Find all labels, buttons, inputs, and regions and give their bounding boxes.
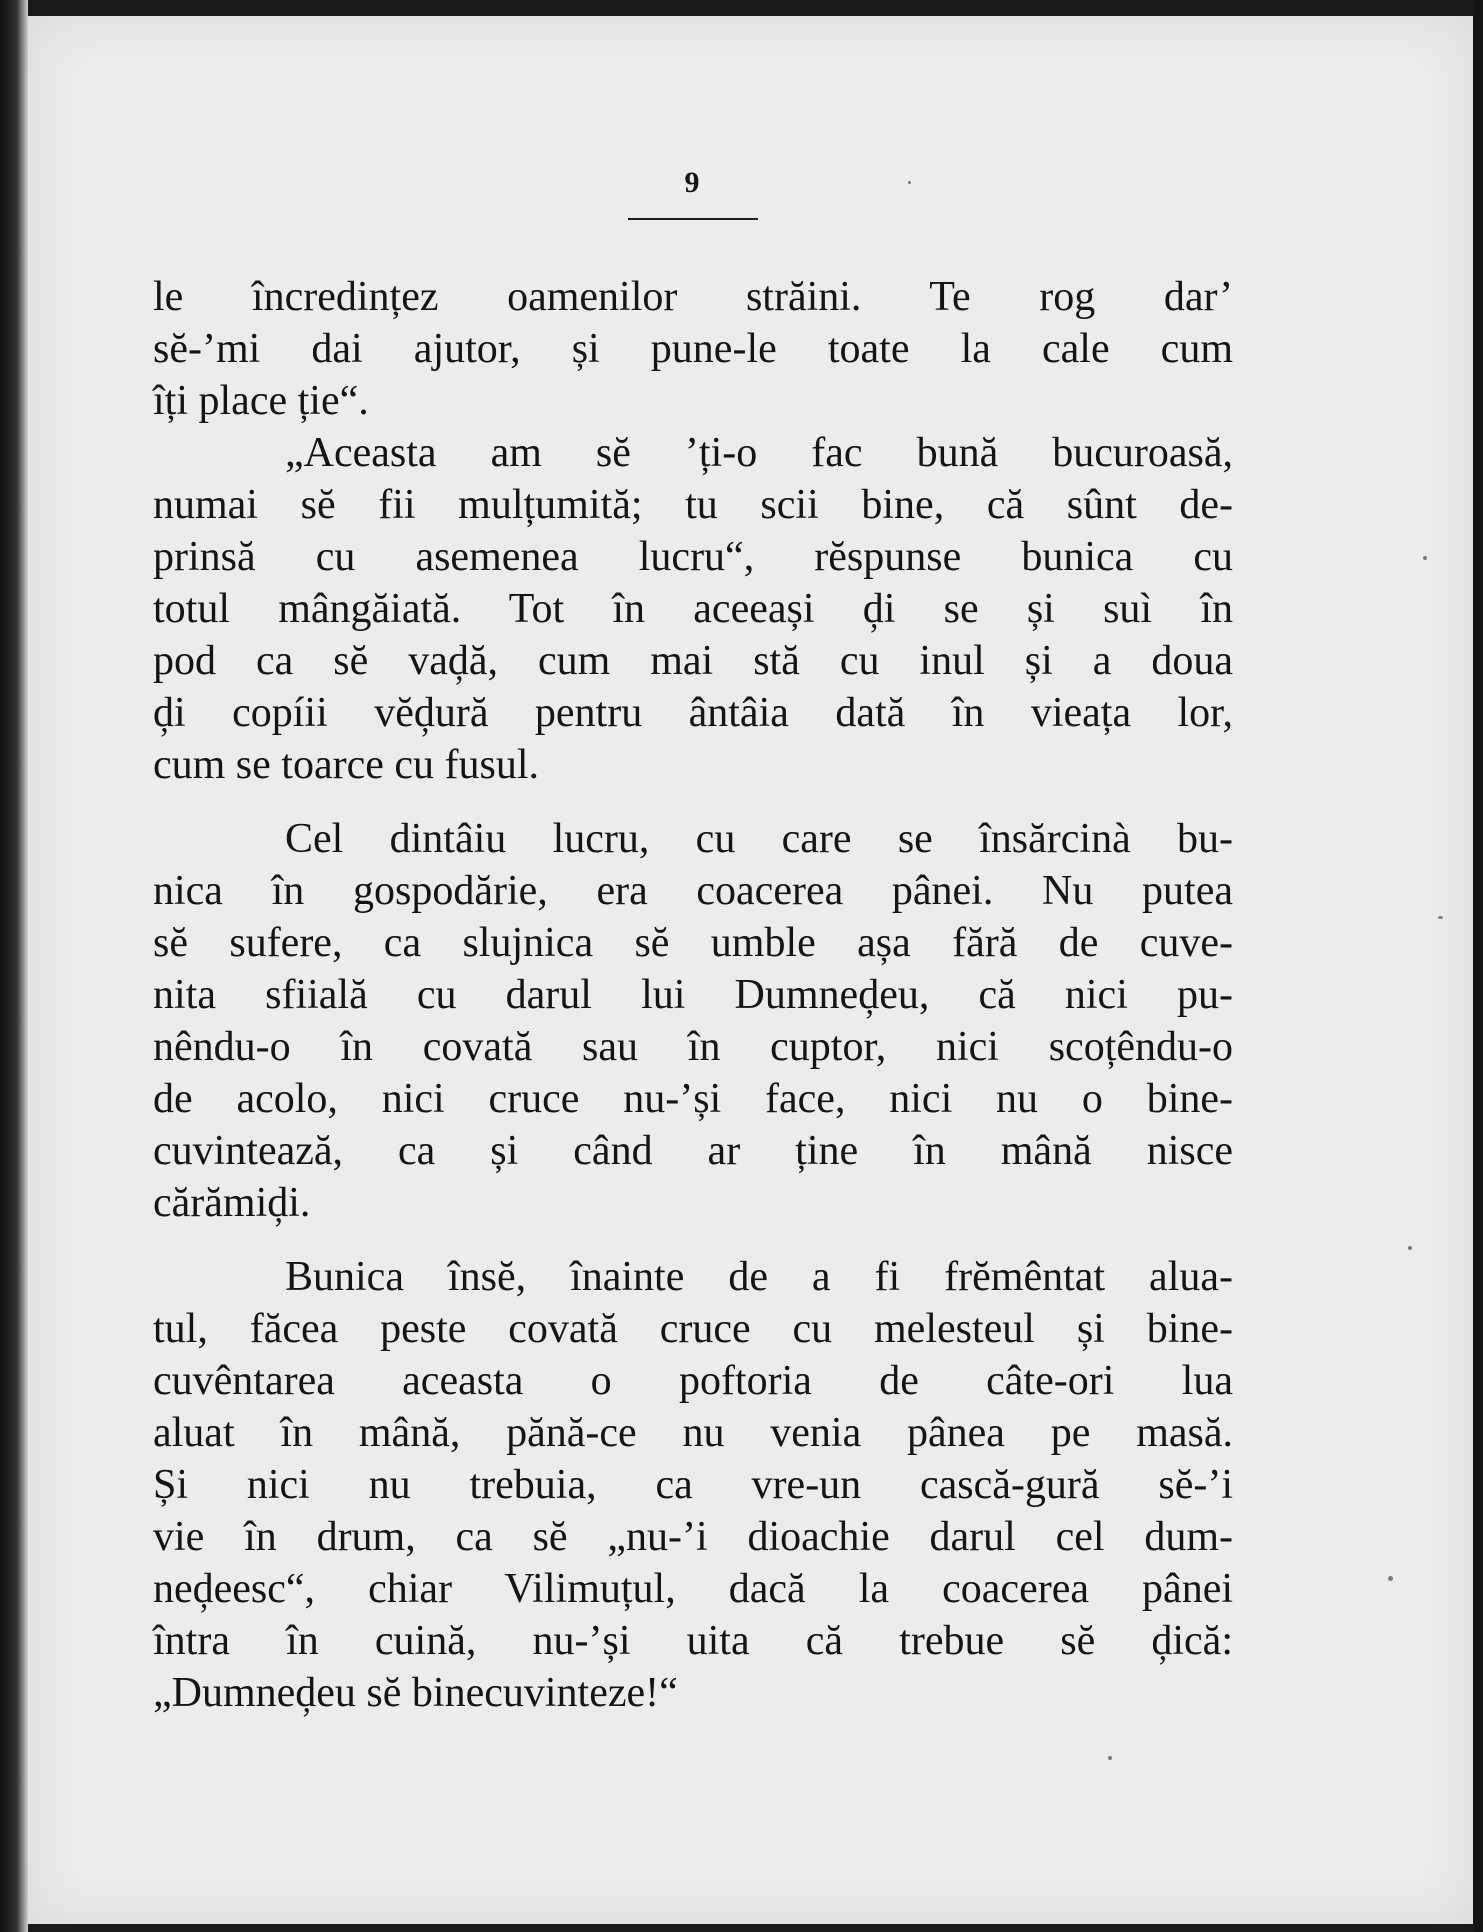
page-number-rule: [628, 218, 758, 220]
text-line: Cel dintâiu lucru, cu care se însărcinà bu-: [285, 816, 1233, 862]
paragraph-gap: [153, 791, 1233, 813]
text-line: prinsă cu asemenea lucru“, rĕspunse bunica cu: [153, 534, 1233, 580]
page-left-edge: [0, 0, 28, 1932]
paper-speck: [1408, 1246, 1412, 1250]
text-line: sĕ sufere, ca slujnica sĕ umble așa fără de cuve-: [153, 920, 1233, 966]
text-line: „Aceasta am sĕ ’ți-o fac bună bucuroasă,: [285, 430, 1233, 476]
paper-speck: [1108, 1756, 1112, 1760]
text-line: cum se toarce cu fusul.: [153, 742, 540, 788]
text-line: întra în cuină, nu-’și uita că trebue sĕ ḑică:: [153, 1618, 1233, 1664]
text-line: Și nici nu trebuia, ca vre-un cască-gură sĕ-’i: [153, 1462, 1233, 1508]
text-line: nita sfiială cu darul lui Dumneḑeu, că nici pu-: [153, 972, 1233, 1018]
body-text: [153, 271, 1233, 1719]
paper-speck: [908, 181, 911, 184]
paper-speck: [1388, 1576, 1393, 1581]
text-line: Bunica însĕ, înainte de a fi frĕmêntat alua-: [285, 1254, 1233, 1300]
paper-speck: [1423, 556, 1427, 560]
text-line: neḑeesc“, chiar Vilimuțul, dacă la coacerea pânei: [153, 1566, 1233, 1612]
text-line: totul mângăiată. Tot în aceeași ḑi se și suì în: [153, 586, 1233, 632]
text-line: sĕ-’mi dai ajutor, și pune-le toate la cale cum: [153, 326, 1233, 372]
text-line: le încredințez oamenilor străini. Te rog dar’: [153, 274, 1233, 320]
text-line: numai sĕ fii mulțumită; tu scii bine, că sûnt de-: [153, 482, 1233, 528]
text-line: nica în gospodărie, era coacerea pânei. Nu putea: [153, 868, 1233, 914]
text-line: nêndu-o în covată sau în cuptor, nici scoțêndu-o: [153, 1024, 1233, 1070]
text-line: aluat în mână, pănă-ce nu venia pânea pe masă.: [153, 1410, 1233, 1456]
text-line: ḑi copíii vĕḑură pentru ântâia dată în vieața lor,: [153, 690, 1233, 736]
text-line: de acolo, nici cruce nu-’și face, nici nu o bine-: [153, 1076, 1233, 1122]
text-line: tul, făcea peste covată cruce cu melesteul și bine-: [153, 1306, 1233, 1352]
text-line: cuvintează, ca și când ar ține în mână nisce: [153, 1128, 1233, 1174]
paragraph-gap: [153, 1229, 1233, 1251]
page-right-edge: [1473, 0, 1483, 1932]
page-number: 9: [684, 166, 700, 199]
text-line: cuvêntarea aceasta o poftoria de câte-ori lua: [153, 1358, 1233, 1404]
text-line: îți place ție“.: [153, 378, 369, 424]
paper-speck: [1438, 916, 1443, 919]
text-line: pod ca sĕ vaḑă, cum mai stă cu inul și a doua: [153, 638, 1233, 684]
text-line: „Dumneḑeu sĕ binecuvinteze!“: [153, 1670, 678, 1716]
text-line: cărămiḑi.: [153, 1180, 311, 1226]
text-line: vie în drum, ca sĕ „nu-’i dioachie darul cel dum-: [153, 1514, 1233, 1560]
